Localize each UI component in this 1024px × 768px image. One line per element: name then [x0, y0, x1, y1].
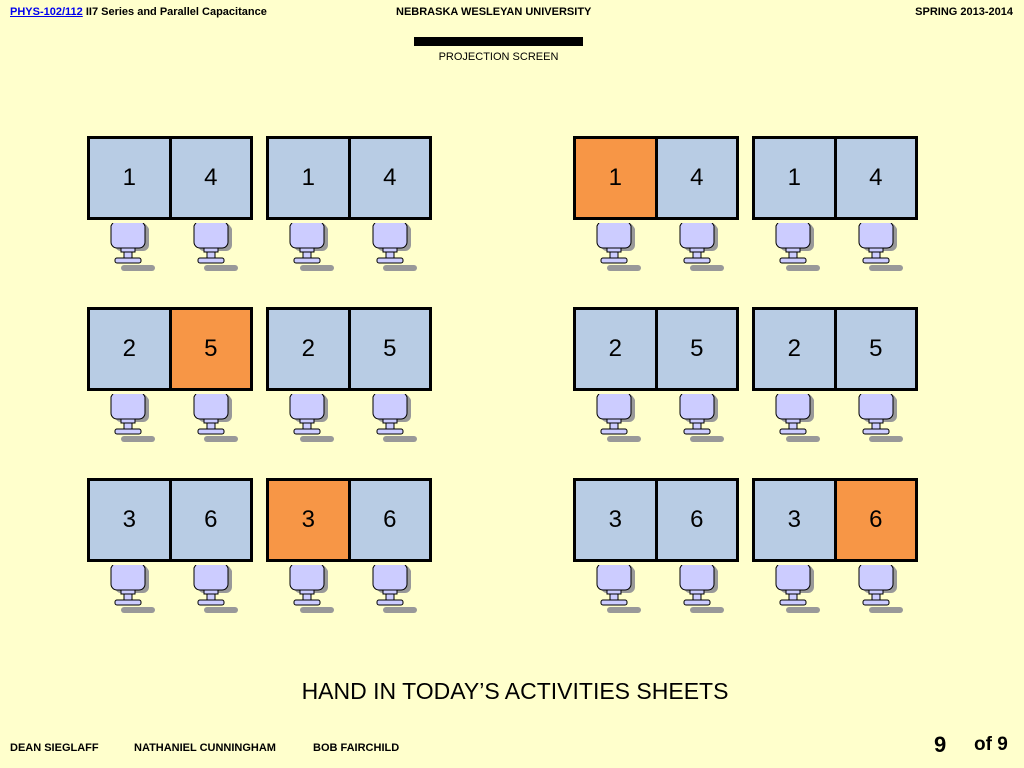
- chair-icon: [190, 223, 238, 275]
- chair-icon: [593, 223, 641, 275]
- desk-group: [752, 478, 918, 562]
- chair-icon: [107, 565, 155, 617]
- desk-group: [573, 307, 739, 391]
- station: 3: [90, 481, 169, 559]
- header-left: [10, 6, 267, 18]
- station-highlighted: 5: [172, 310, 251, 388]
- station: 6: [172, 481, 251, 559]
- station-highlighted: 6: [837, 481, 916, 559]
- chair-icon: [772, 565, 820, 617]
- chair-icon: [772, 394, 820, 446]
- station: 2: [755, 310, 834, 388]
- desk-group: [266, 307, 432, 391]
- station: 6: [351, 481, 430, 559]
- chair-icon: [190, 394, 238, 446]
- chair-icon: [593, 394, 641, 446]
- chair-icon: [286, 394, 334, 446]
- station: 3: [576, 481, 655, 559]
- chair-icon: [286, 565, 334, 617]
- desk-group: [752, 307, 918, 391]
- station-highlighted: 1: [576, 139, 655, 217]
- chair-icon: [676, 223, 724, 275]
- station: 5: [837, 310, 916, 388]
- desk-group: [573, 478, 739, 562]
- chair-icon: [855, 394, 903, 446]
- chair-icon: [772, 223, 820, 275]
- station: 4: [172, 139, 251, 217]
- station: 4: [837, 139, 916, 217]
- chair-icon: [855, 565, 903, 617]
- station: 4: [351, 139, 430, 217]
- institution-name: NEBRASKA WESLEYAN UNIVERSITY: [396, 6, 592, 18]
- station: 1: [755, 139, 834, 217]
- footer-name-3: BOB FAIRCHILD: [313, 742, 400, 754]
- chair-icon: [369, 223, 417, 275]
- station-highlighted: 3: [269, 481, 348, 559]
- chair-icon: [676, 394, 724, 446]
- desk-group: [266, 136, 432, 220]
- chair-icon: [369, 565, 417, 617]
- desk-group: [266, 478, 432, 562]
- chair-icon: [855, 223, 903, 275]
- footer-name-2: NATHANIEL CUNNINGHAM: [134, 742, 276, 754]
- page-number: 9: [934, 732, 947, 757]
- chair-icon: [369, 394, 417, 446]
- chair-icon: [286, 223, 334, 275]
- station: 3: [755, 481, 834, 559]
- station: 5: [351, 310, 430, 388]
- footer-name-1: DEAN SIEGLAFF: [10, 742, 99, 754]
- station: 6: [658, 481, 737, 559]
- desk-group: [752, 136, 918, 220]
- announcement: HAND IN TODAY’S ACTIVITIES SHEETS: [301, 678, 729, 704]
- page-total: of 9: [974, 734, 1008, 755]
- station: 1: [269, 139, 348, 217]
- desk-group: [573, 136, 739, 220]
- projection-screen-label: PROJECTION SCREEN: [438, 51, 559, 63]
- lesson-title: II7 Series and Parallel Capacitance: [85, 6, 267, 18]
- course-link[interactable]: PHYS-102/112: [10, 6, 83, 18]
- desk-group: [87, 307, 253, 391]
- chair-icon: [593, 565, 641, 617]
- chair-icon: [107, 394, 155, 446]
- desk-group: [87, 136, 253, 220]
- chair-icon: [190, 565, 238, 617]
- station: 2: [576, 310, 655, 388]
- chair-icon: [107, 223, 155, 275]
- station: 1: [90, 139, 169, 217]
- desk-group: [87, 478, 253, 562]
- station: 2: [90, 310, 169, 388]
- term-label: SPRING 2013-2014: [915, 6, 1013, 18]
- station: 5: [658, 310, 737, 388]
- chair-icon: [676, 565, 724, 617]
- station: 4: [658, 139, 737, 217]
- station: 2: [269, 310, 348, 388]
- projection-screen-bar: [414, 37, 583, 46]
